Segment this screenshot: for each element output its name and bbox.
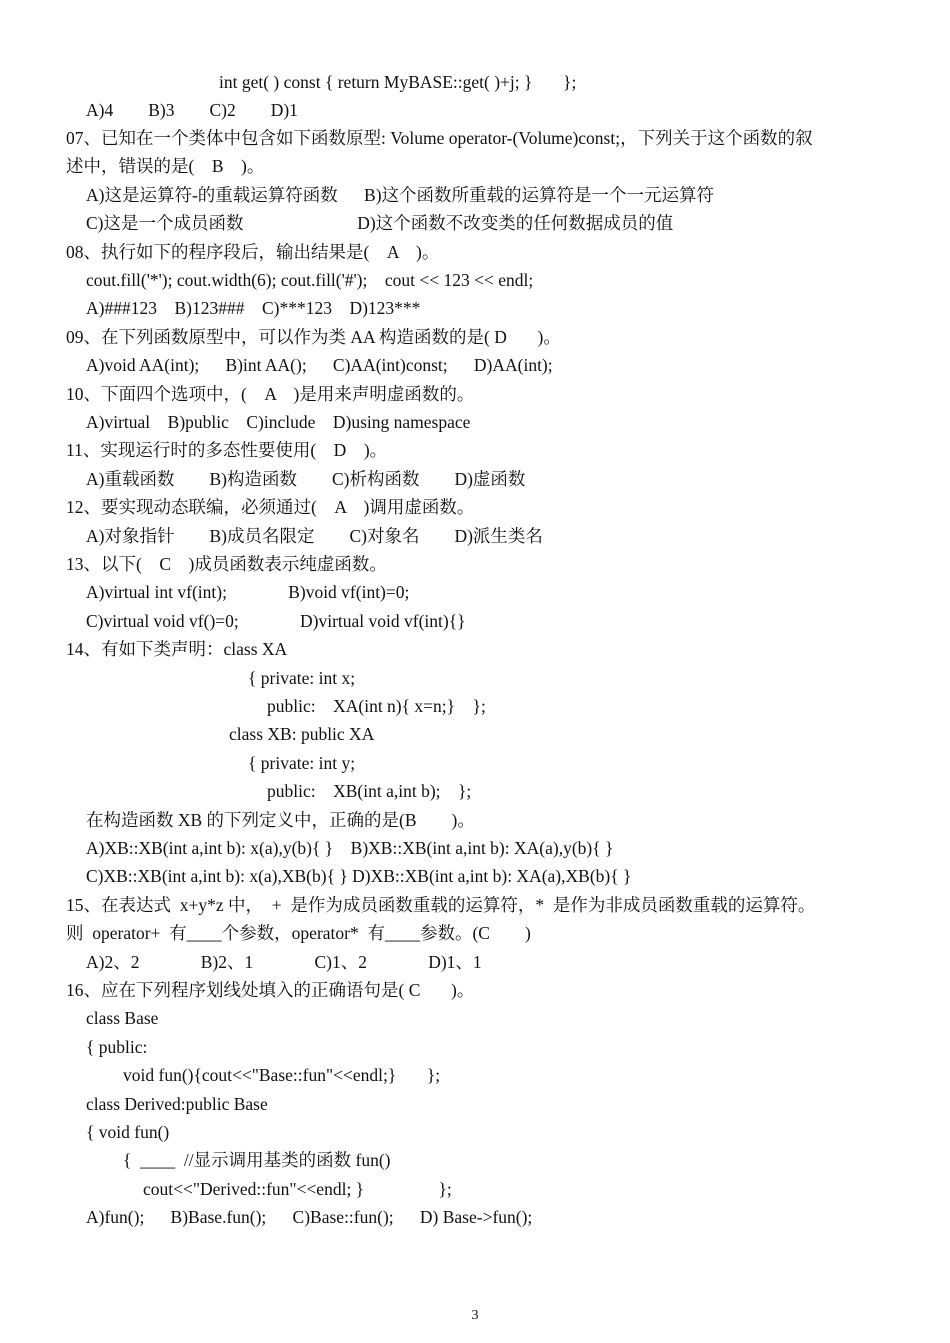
text-line: 述中，错误的是( B )。 (66, 156, 265, 176)
question-11: 11、实现运行时的多态性要使用( D )。 (66, 440, 388, 460)
code-line: { private: int x; (248, 668, 356, 688)
text-line: C)这是一个成员函数 D)这个函数不改变类的任何数据成员的值 (86, 213, 674, 233)
question-14: 14、有如下类声明：class XA (66, 639, 288, 659)
text-line: A)4 B)3 C)2 D)1 (86, 100, 298, 120)
question-07: 07、已知在一个类体中包含如下函数原型: Volume operator-(Volume)const;，下列关于这个函数的叙 (66, 128, 813, 148)
text-line: 在构造函数 XB 的下列定义中，正确的是(B )。 (86, 810, 475, 830)
text-line: A)2、2 B)2、1 C)1、2 D)1、1 (86, 952, 482, 972)
text-line: A)virtual B)public C)include D)using namespace (86, 412, 471, 432)
question-08: 08、执行如下的程序段后，输出结果是( A )。 (66, 242, 440, 262)
text-line: A)void AA(int); B)int AA(); C)AA(int)const; D)AA(int); (86, 355, 553, 375)
text-line: A)fun(); B)Base.fun(); C)Base::fun(); D) Base->fun(); (86, 1207, 533, 1227)
text-line: A)重载函数 B)构造函数 C)析构函数 D)虚函数 (86, 469, 526, 489)
code-line: { public: (86, 1037, 148, 1057)
question-16: 16、应在下列程序划线处填入的正确语句是( C )。 (66, 980, 475, 1000)
question-15: 15、在表达式 x+y*z 中， + 是作为成员函数重载的运算符，* 是作为非成员函数重载的运算符。 (66, 895, 816, 915)
page-number: 3 (471, 1308, 479, 1323)
code-line: public: XB(int a,int b); }; (267, 781, 472, 801)
code-line: class XB: public XA (229, 724, 375, 744)
code-line: class Derived:public Base (86, 1094, 268, 1114)
code-line: { ____ //显示调用基类的函数 fun() (123, 1150, 391, 1170)
question-09: 09、在下列函数原型中，可以作为类 AA 构造函数的是( D )。 (66, 327, 561, 347)
question-10: 10、下面四个选项中，( A )是用来声明虚函数的。 (66, 384, 475, 404)
text-line: A)###123 B)123### C)***123 D)123*** (86, 298, 421, 318)
code-line: cout<<"Derived::fun"<<endl; } }; (143, 1179, 452, 1199)
text-line: 则 operator+ 有____个参数，operator* 有____参数。(C ) (66, 923, 531, 943)
code-line: { void fun() (86, 1122, 170, 1142)
text-line: A)对象指针 B)成员名限定 C)对象名 D)派生类名 (86, 526, 543, 546)
text-line: C)XB::XB(int a,int b): x(a),XB(b){ } D)XB::XB(int a,int b): XA(a),XB(b){ } (86, 866, 632, 886)
text-line: A)XB::XB(int a,int b): x(a),y(b){ } B)XB::XB(int a,int b): XA(a),y(b){ } (86, 838, 614, 858)
text-line: A)这是运算符-的重载运算符函数 B)这个函数所重载的运算符是一个一元运算符 (86, 185, 715, 205)
text-line: A)virtual int vf(int); B)void vf(int)=0; (86, 582, 410, 602)
code-line: class Base (86, 1008, 159, 1028)
text-line: C)virtual void vf()=0; D)virtual void vf(int){} (86, 611, 466, 631)
code-line: public: XA(int n){ x=n;} }; (267, 696, 486, 716)
text-line: cout.fill('*'); cout.width(6); cout.fill('#'); cout << 123 << endl; (86, 270, 534, 290)
code-line: { private: int y; (248, 753, 356, 773)
text-line: int get( ) const { return MyBASE::get( )+j; } }; (219, 72, 577, 92)
code-line: void fun(){cout<<"Base::fun"<<endl;} }; (123, 1065, 441, 1085)
question-13: 13、以下( C )成员函数表示纯虚函数。 (66, 554, 387, 574)
question-12: 12、要实现动态联编，必须通过( A )调用虚函数。 (66, 497, 475, 517)
